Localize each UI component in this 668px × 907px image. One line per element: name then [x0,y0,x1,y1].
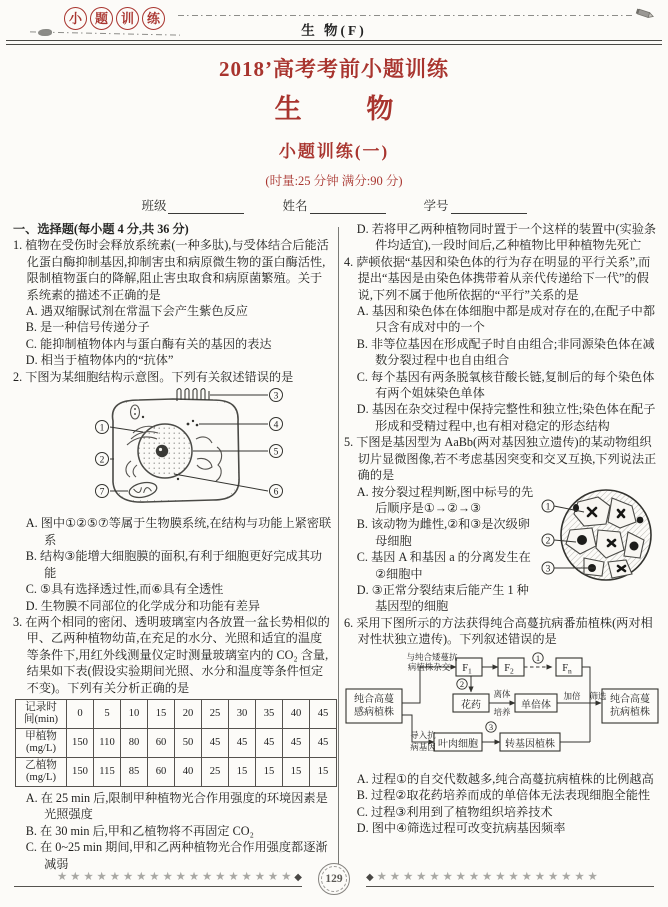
question-stem: 在两个相同的密闭、透明玻璃室内各放置一盆长势相似的甲、乙两种植物幼苗,在充足的水分、光照和适宜的温度等条件下,用红外线测量仪定时测量玻璃室内的 CO₂ 含量,结果如下表(假设实验期间光照、水分和温度等条件恒定不变)。下列有关分析正确的是 [25,614,330,695]
option: D. 生物膜不同部位的化学成分和功能有差异 [25,598,261,613]
question-stem: 下图是基因型为 AaBb(两对基因独立遗传)的某动物组织切片显微图像,若不考虑基因突变和交叉互换,下列说法正确的是 [356,435,657,483]
student-info-blanks [0,196,668,214]
option: B. 结构③能增大细胞膜的面积,有利于细胞更好完成其功能 [25,549,323,580]
left-column [13,221,332,872]
question-number: 4. [344,254,354,269]
question-number: 1. [13,238,23,253]
training-stamp [64,7,165,30]
svg-text:2: 2 [545,535,551,546]
time-score-meta: (时量:25 分钟 满分:90 分) [265,174,403,188]
question-5 [344,434,660,614]
stars: ★ ★ ★ ★ ★ ★ ★ ★ ★ ★ ★ ★ ★ ★ ★ ★ ★ ★ [56,871,292,883]
svg-text:3: 3 [488,721,494,732]
question-number: 2. [13,369,23,384]
question-number: 6. [344,615,354,630]
table-row: 甲植物 (mg/L) 150 110 80 60 50 45 45 45 45 45 [16,728,337,757]
option: C. 过程③利用到了植物组织培养技术 [356,804,553,819]
question-number: 5. [344,435,354,450]
svg-text:转基因植株: 转基因植株 [505,738,555,750]
svg-text:纯合高蔓: 纯合高蔓 [354,693,394,705]
question-2 [13,369,332,614]
svg-text:1: 1 [545,501,551,512]
svg-text:3: 3 [273,391,279,402]
question-stem: 下图为某细胞结构示意图。下列有关叙述错误的是 [25,369,294,384]
svg-text:花药: 花药 [461,699,481,711]
svg-text:抗病植株: 抗病植株 [610,706,650,718]
star-divider [366,869,654,887]
option: C. 每个基因有两条脱氧核苷酸长链,复制后的每个染色体有两个姐妹染色单体 [356,369,655,401]
svg-text:培养: 培养 [493,706,511,717]
page-number: 129 [325,873,343,885]
svg-text:2: 2 [99,455,105,466]
svg-text:单倍体: 单倍体 [521,699,551,711]
double-rule [6,40,662,45]
option: D. 相当于植物体内的“抗体” [25,353,174,368]
svg-text:加倍: 加倍 [563,690,581,701]
stamp-char: 训 [116,7,139,30]
svg-text:5: 5 [273,447,279,458]
diamond-icon: ◆ [294,872,302,883]
svg-text:F1: $F_1$ [462,662,472,676]
option: C. 能抑制植物体内与蛋白酶有关的基因的表达 [25,336,272,351]
question-1 [13,237,332,368]
column-divider [338,227,339,867]
question-stem: 采用下图所示的方法获得纯合高蔓抗病番茄植株(两对相对性状独立遗传)。下列叙述错误的是 [356,615,653,647]
svg-text:离体: 离体 [493,688,511,699]
svg-text:F2: $F_2$ [504,662,514,676]
option: D. 若将甲乙两种植物同时置于一个这样的装置中(实验条件均适宜),一段时间后,乙种植物比甲种植物先死亡 [356,222,657,253]
option: A. 在 25 min 后,限制甲种植物光合作用强度的环境因素是光照强度 [25,790,328,822]
class-blank-line [168,200,244,214]
option: A. 遇双缩脲试剂在常温下会产生紫色反应 [25,304,248,319]
option: A. 图中①②⑤⑦等属于生物膜系统,在结构与功能上紧密联系 [25,516,332,547]
svg-text:6: 6 [273,487,279,498]
option: D. 图中④筛选过程可改变抗病基因频率 [356,821,566,836]
option: C. 在 0~25 min 期间,甲和乙两种植物光合作用强度都逐渐减弱 [25,840,328,871]
svg-text:筛选: 筛选 [589,690,607,701]
question-4 [344,254,660,434]
micrograph-figure [540,484,660,590]
paper-title: 2018’高考考前小题训练 [219,57,449,81]
option: A. 按分裂过程判断,图中标号的先后顺序是①→②→③ [356,484,534,515]
option: B. 非等位基因在形成配子时自由组合;非同源染色体在减数分裂过程中也自由组合 [356,336,655,368]
cell-diagram-figure [13,387,332,513]
stars: ★ ★ ★ ★ ★ ★ ★ ★ ★ ★ ★ ★ ★ ★ ★ ★ ★ [376,871,598,883]
option: C. 基因 A 和基因 a 的分离发生在②细胞中 [356,550,531,581]
option: B. 过程②取花药培养而成的单倍体无法表现细胞全能性 [356,788,651,803]
co2-data-table [15,699,337,787]
name-label: 姓名 [282,199,308,213]
student-id-label: 学号 [423,199,449,213]
option: B. 是一种信号传递分子 [25,320,150,335]
svg-text:纯合高蔓: 纯合高蔓 [610,693,650,705]
right-column [344,221,660,872]
dash-dot-rule [178,15,634,16]
svg-text:导入抗: 导入抗 [410,729,436,740]
question-stem: 萨顿依据“基因和染色体的行为存在明显的平行关系”,而提出“基因是由染色体携带着从亲代传递给下一代”的假说,下列不属于他所依据的“平行”关系的是 [356,254,651,302]
svg-text:叶肉细胞: 叶肉细胞 [438,738,478,750]
class-label: 班级 [141,199,167,213]
page-number-badge [318,863,350,895]
question-6 [344,615,660,837]
table-row: 乙植物 (mg/L) 150 115 85 60 40 25 15 15 15 15 [16,757,337,786]
subject-title: 生物 [274,94,459,124]
svg-text:病基因: 病基因 [410,741,436,752]
course-header: 生 物(F) [301,23,367,38]
svg-text:Fn: $F_n$ [562,662,572,676]
option: B. 该动物为雌性,②和③是次级卵母细胞 [356,517,530,548]
question-stem: 植物在受伤时会释放系统素(一种多肽),与受体结合后能活化蛋白酶抑制基因,抑制害虫和病原微生物的蛋白酶活性,限制植物蛋白的降解,阻止害虫取食和病原菌繁殖。关于系统素的描述不正确的是 [25,238,329,302]
option: D. 基因在杂交过程中保持完整性和独立性;染色体在配子形成和受精过程中,也有相对稳定的形态结构 [356,402,656,433]
question-number: 3. [13,614,23,629]
svg-text:4: 4 [273,420,279,431]
option: B. 在 30 min 后,甲和乙植物将不再固定 CO₂ [25,823,254,838]
section-heading: 一、选择题(每小题 4 分,共 36 分) [13,222,189,236]
svg-text:1: 1 [535,652,541,663]
svg-text:1: 1 [99,423,105,434]
option: C. ⑤具有选择透过性,而⑥具有全透性 [25,582,224,597]
option: A. 过程①的自交代数越多,纯合高蔓抗病植株的比例越高 [356,771,654,786]
student-id-blank-line [451,200,527,214]
stamp-char: 练 [142,7,165,30]
svg-text:病植株杂交: 病植株杂交 [407,661,451,672]
name-blank-line [310,200,386,214]
question-columns [13,221,660,872]
question-3 [13,614,332,872]
star-divider [14,869,302,887]
page-footer [0,863,668,899]
option: D. ③正常分裂结束后能产生 1 种基因型的细胞 [356,582,529,614]
svg-text:3: 3 [545,563,551,574]
svg-text:2: 2 [459,678,465,689]
paper-number-title: 小题训练(一) [278,142,390,161]
svg-text:7: 7 [99,487,105,498]
svg-text:与纯合矮蔓抗: 与纯合矮蔓抗 [406,651,458,662]
diamond-icon: ◆ [366,872,374,883]
option: A. 基因和染色体在体细胞中都是成对存在的,在配子中都只含有成对中的一个 [356,304,656,335]
breeding-flowchart-figure [344,651,660,769]
stamp-char: 题 [90,7,113,30]
svg-text:感病植株: 感病植株 [354,706,394,718]
table-row: 记录时 间(min) 0 5 10 15 20 25 30 35 40 45 [16,699,337,728]
stamp-char: 小 [64,7,87,30]
